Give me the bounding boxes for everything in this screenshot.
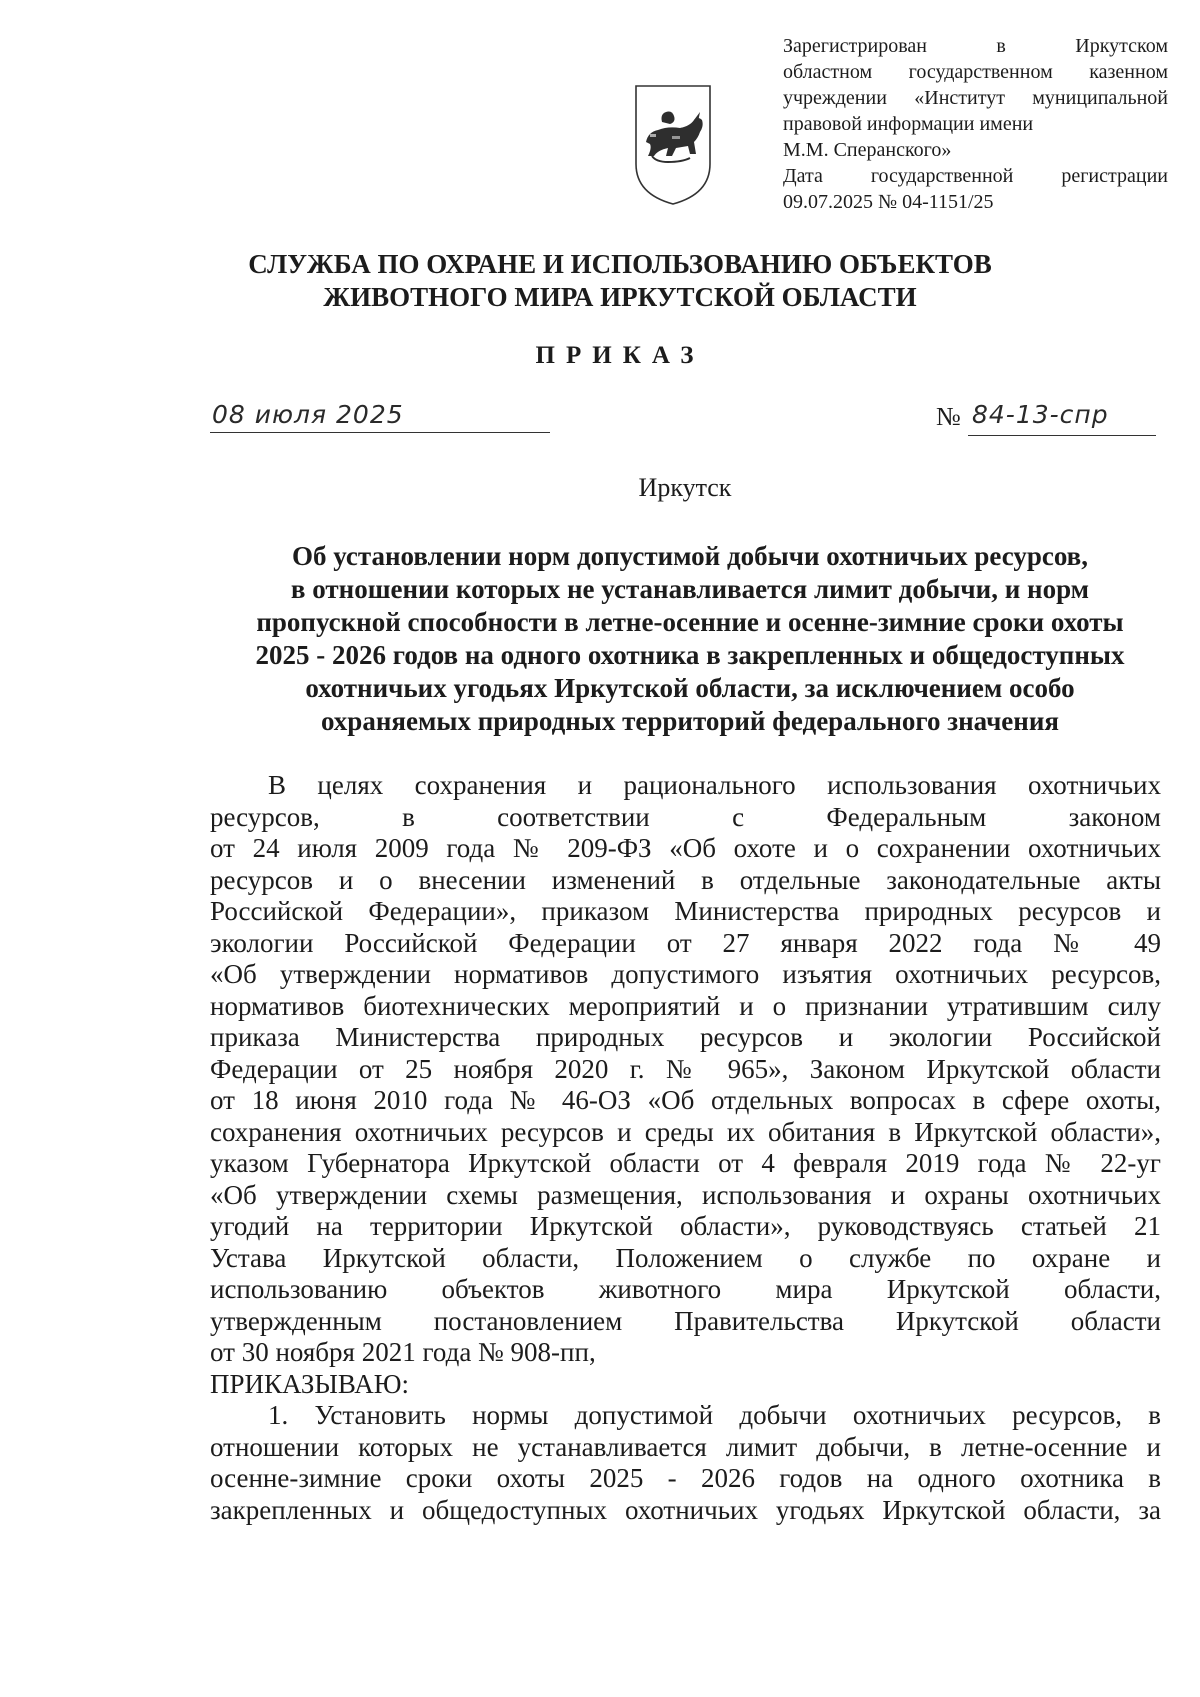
order-title (210, 540, 1170, 738)
number-underline (968, 435, 1156, 436)
body-line: осенне-зимние сроки охоты 2025 - 2026 годов на одного охотника в (210, 1463, 1161, 1493)
body-line: указом Губернатора Иркутской области от 4 февраля 2019 года № 22-уг (210, 1148, 1161, 1178)
agency-name-line: СЛУЖБА ПО ОХРАНЕ И ИСПОЛЬЗОВАНИЮ ОБЪЕКТОВ (248, 249, 992, 279)
body-line: использованию объектов животного мира Иркутской области, (210, 1274, 1161, 1304)
body-line: сохранения охотничьих ресурсов и среды их обитания в Иркутской области», (210, 1116, 1161, 1147)
order-body (210, 770, 1161, 1526)
city-name: Иркутск (638, 473, 732, 502)
body-line: утвержденным постановлением Правительства Иркутской области (210, 1305, 1161, 1336)
order-directive: ПРИКАЗЫВАЮ: (210, 1368, 409, 1399)
body-line: В целях сохранения и рационального использования охотничьих (268, 770, 1161, 800)
date-underline (210, 432, 550, 433)
registration-note-line: М.М. Сперанского» (783, 139, 952, 161)
order-title-line: пропускной способности в летне-осенние и осенне-зимние сроки охоты (256, 607, 1124, 637)
registration-note-line: правовой информации имени (783, 113, 1034, 135)
body-line: экологии Российской Федерации от 27 января 2022 года № 49 (210, 927, 1161, 958)
registration-note-line: областном государственном казенном (783, 61, 1168, 83)
document-type: ПРИКАЗ (535, 342, 705, 369)
registration-note-line: Зарегистрирован в Иркутском (783, 35, 1168, 57)
registration-note (783, 33, 1168, 215)
body-line: приказа Министерства природных ресурсов и экологии Российской (210, 1022, 1161, 1052)
body-line: Устава Иркутской области, Положением о службе по охране и (210, 1242, 1161, 1273)
body-line: угодий на территории Иркутской области», руководствуясь статьей 21 (210, 1211, 1161, 1241)
order-number-sign: № (936, 402, 961, 431)
body-line: Федерации от 25 ноября 2020 г. № 965», Законом Иркутской области (210, 1053, 1161, 1084)
agency-name (200, 248, 1040, 314)
registration-note-line: учреждении «Институт муниципальной (783, 87, 1168, 109)
body-line: от 24 июля 2009 года № 209-ФЗ «Об охоте и о сохранении охотничьих (210, 833, 1161, 863)
order-title-line: охраняемых природных территорий федерального значения (320, 706, 1060, 736)
order-title-line: в отношении которых не устанавливается лимит добычи, и норм (290, 574, 1090, 604)
registration-note-line: Дата государственной регистрации (783, 165, 1168, 187)
order-title-line: охотничьих угодьях Иркутской области, за исключением особо (305, 673, 1075, 703)
registration-note-line: 09.07.2025 № 04-1151/25 (783, 191, 994, 213)
body-line: 1. Установить нормы допустимой добычи охотничьих ресурсов, в (268, 1400, 1161, 1430)
body-line: ресурсов и о внесении изменений в отдельные законодательные акты (210, 864, 1161, 895)
order-title-line: 2025 - 2026 годов на одного охотника в закрепленных и общедоступных (255, 640, 1125, 670)
order-title-line: Об установлении норм допустимой добычи охотничьих ресурсов, (291, 541, 1088, 571)
body-line: отношении которых не устанавливается лимит добычи, в летне-осенние и (210, 1431, 1161, 1462)
body-line: «Об утверждении схемы размещения, использования и охраны охотничьих (210, 1179, 1161, 1210)
order-number-handwritten: 84-13-спр (972, 400, 1109, 429)
coat-of-arms-emblem (632, 82, 714, 208)
irkutsk-babr-coat-of-arms-icon (632, 82, 714, 208)
body-line: закрепленных и общедоступных охотничьих угодьях Иркутской области, за (210, 1494, 1161, 1525)
body-line: нормативов биотехнических мероприятий и о признании утратившим силу (210, 990, 1161, 1021)
body-line: Российской Федерации», приказом Министерства природных ресурсов и (210, 896, 1161, 926)
body-line: от 18 июня 2010 года № 46-ОЗ «Об отдельных вопросах в сфере охоты, (210, 1085, 1161, 1115)
body-line: от 30 ноября 2021 года № 908-пп, (210, 1337, 596, 1367)
agency-name-line: ЖИВОТНОГО МИРА ИРКУТСКОЙ ОБЛАСТИ (323, 282, 917, 312)
body-line: «Об утверждении нормативов допустимого изъятия охотничьих ресурсов, (210, 959, 1161, 989)
order-date-handwritten: 08 июля 2025 (212, 400, 404, 429)
body-line: ресурсов, в соответствии с Федеральным законом (210, 801, 1161, 832)
